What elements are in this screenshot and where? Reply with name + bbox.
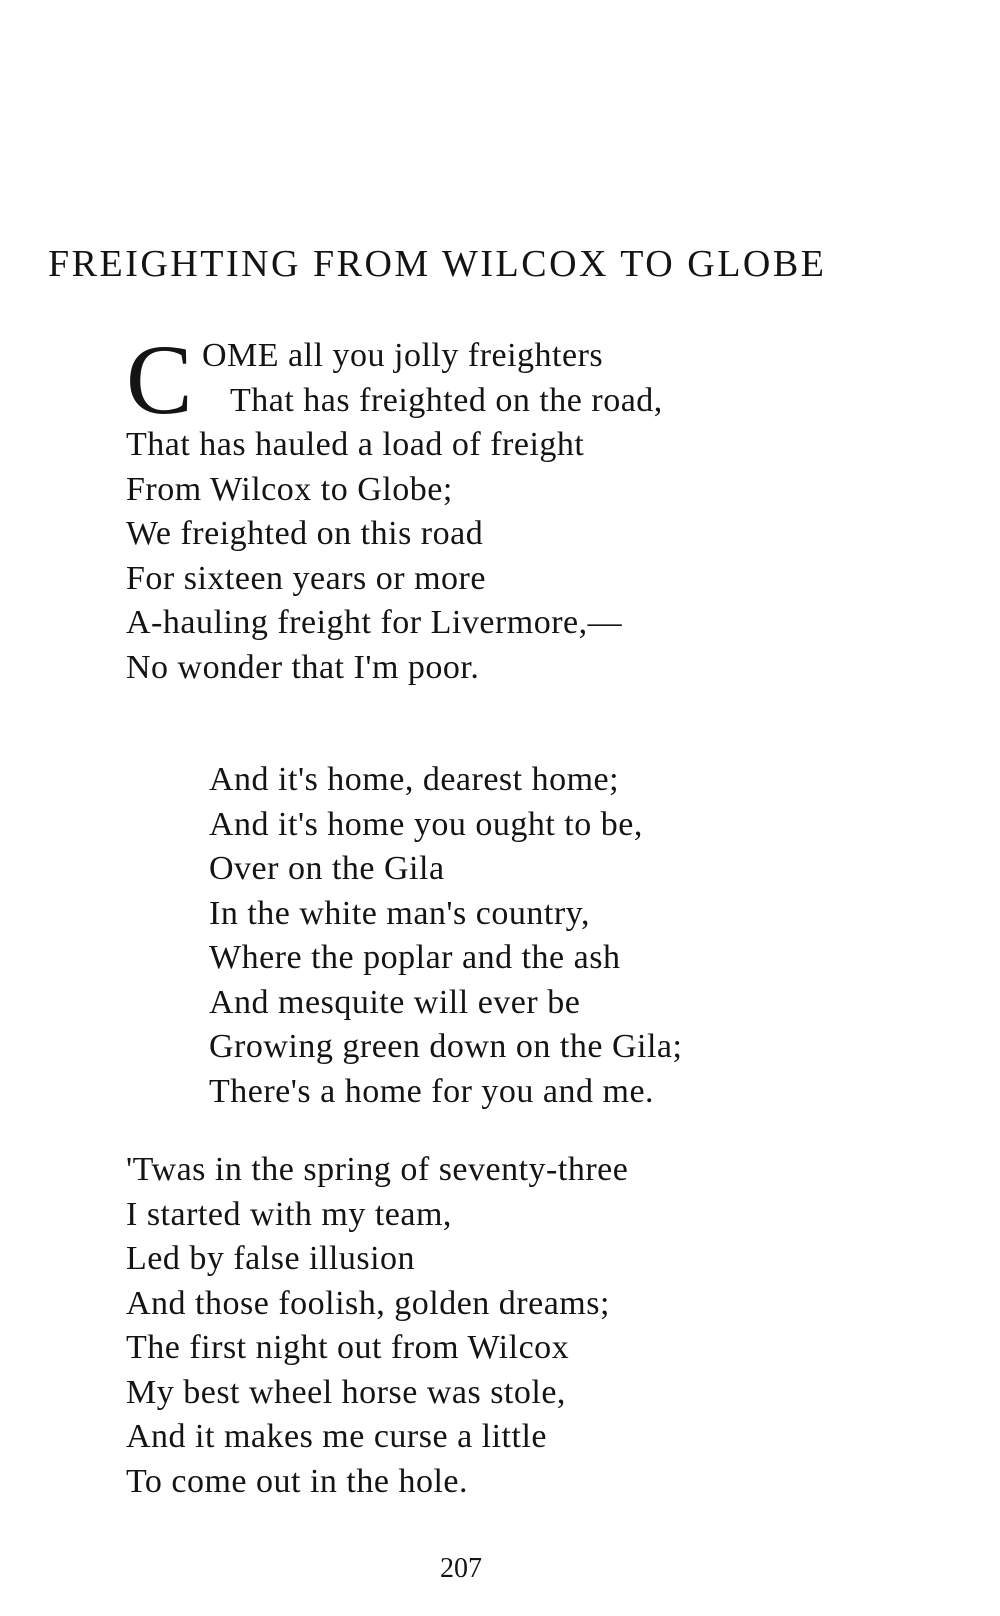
poem-line: From Wilcox to Globe; (126, 470, 453, 508)
page-number: 207 (440, 1553, 482, 1584)
poem-line: And mesquite will ever be (209, 983, 581, 1021)
poem-line: We freighted on this road (126, 515, 484, 552)
poem-line: And it's home, dearest home; (209, 761, 620, 798)
poem-line: In the white man's country, (209, 894, 590, 932)
poem-line: A-hauling freight for Livermore,— (126, 604, 623, 641)
poem-line: That has hauled a load of freight (126, 426, 585, 463)
poem-line: For sixteen years or more (126, 559, 486, 597)
poem-line: Where the poplar and the ash (209, 939, 621, 976)
poem-line: That has freighted on the road, (230, 381, 663, 419)
stanza-3 (126, 1148, 628, 1504)
poem-line: I started with my team, (126, 1195, 452, 1233)
poem-line: Growing green down on the Gila; (209, 1028, 683, 1065)
poem-line: No wonder that I'm poor. (126, 648, 480, 686)
poem-line: OME all you jolly freighters (202, 337, 604, 374)
poem-line: And it's home you ought to be, (209, 805, 643, 843)
poem-line: My best wheel horse was stole, (126, 1373, 566, 1411)
stanza-1 (126, 324, 663, 690)
stanza-2-chorus (209, 758, 682, 1114)
poem-line: Over on the Gila (209, 850, 445, 887)
poem-line: The first night out from Wilcox (126, 1329, 570, 1366)
poem-line: To come out in the hole. (126, 1462, 468, 1500)
poem-line: And those foolish, golden dreams; (126, 1284, 610, 1322)
drop-cap: C (126, 324, 193, 435)
poem-title: FREIGHTING FROM WILCOX TO GLOBE (48, 243, 827, 285)
poem-line: 'Twas in the spring of seventy-three (126, 1151, 629, 1188)
poem-line: Led by false illusion (126, 1240, 416, 1277)
poem-line: And it makes me curse a little (126, 1418, 547, 1455)
poem-line: There's a home for you and me. (209, 1072, 655, 1110)
